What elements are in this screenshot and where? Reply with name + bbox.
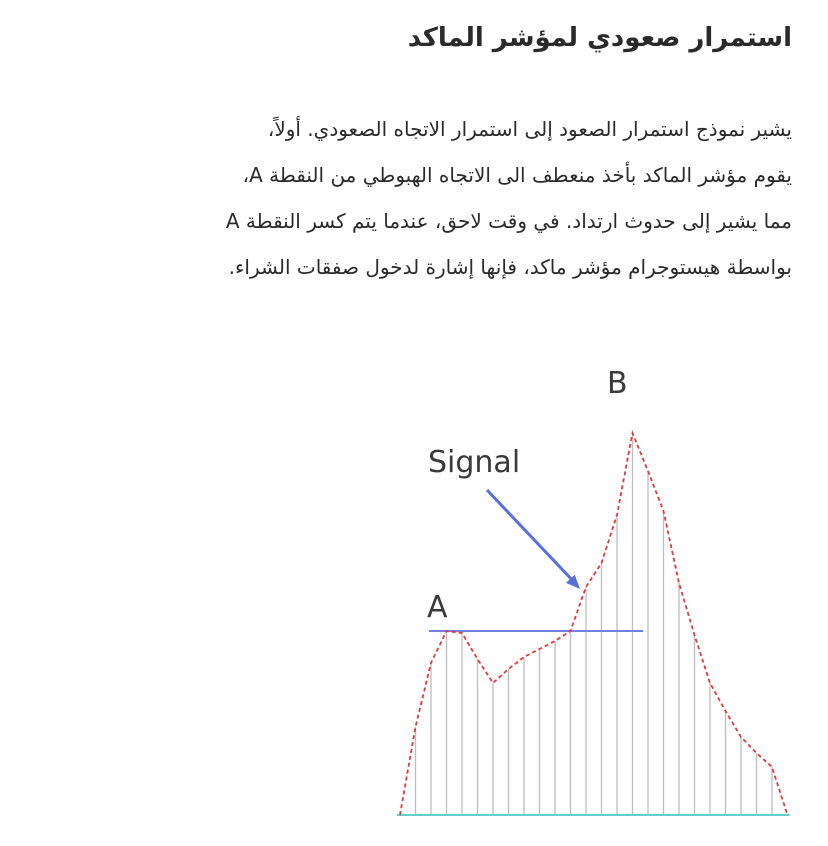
signal-arrow-shaft — [487, 490, 576, 584]
label-signal: Signal — [428, 445, 521, 480]
label-b: B — [607, 366, 628, 401]
histogram-bars — [416, 433, 773, 815]
macd-histogram-svg — [380, 355, 800, 835]
histogram-outline — [400, 433, 788, 815]
paragraph-line: مما يشير إلى حدوث ارتداد. في وقت لاحق، عندما يتم كسر النقطة A — [225, 209, 792, 233]
section-heading: استمرار صعودي لمؤشر الماكد — [407, 23, 792, 53]
paragraph-line: بواسطة هيستوجرام مؤشر ماكد، فإنها إشارة لدخول صفقات الشراء. — [228, 255, 792, 279]
paragraph-line: يشير نموذج استمرار الصعود إلى استمرار الاتجاه الصعودي. أولاً، — [267, 117, 792, 141]
label-a: A — [427, 590, 448, 625]
paragraph-line: يقوم مؤشر الماكد بأخذ منعطف الى الاتجاه الهبوطي من النقطة A، — [242, 163, 792, 187]
macd-histogram-figure — [380, 355, 800, 835]
signal-arrow — [487, 490, 580, 589]
explanation-paragraph — [32, 106, 792, 290]
